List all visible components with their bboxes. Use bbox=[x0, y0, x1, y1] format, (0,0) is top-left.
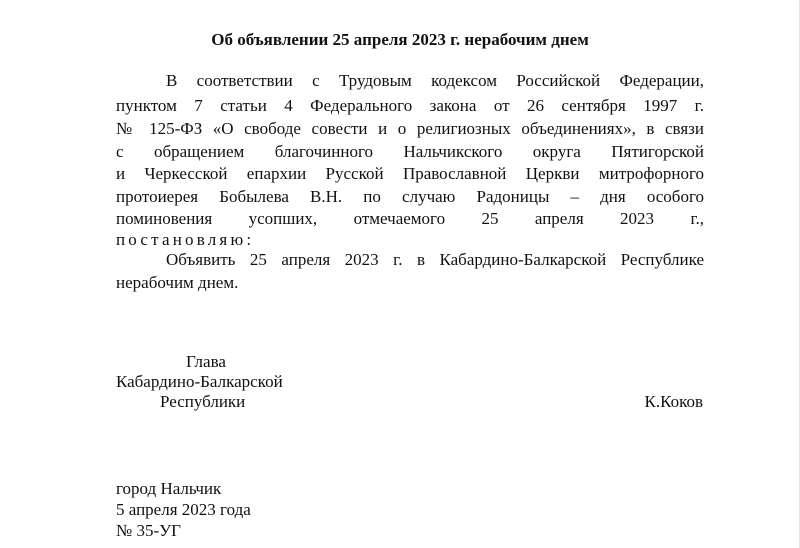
preamble-line: протоиерея Бобылева В.Н. по случаю Радоницы – дня особого bbox=[116, 187, 704, 206]
decision-line: нерабочим днем. bbox=[116, 273, 239, 292]
footer-date: 5 апреля 2023 года bbox=[116, 500, 251, 519]
preamble-line: и Черкесской епархии Русской Православной Церкви митрофорного bbox=[116, 164, 704, 183]
preamble-line: В соответствии с Трудовым кодексом Российской Федерации, bbox=[166, 71, 704, 90]
decree-word: постановляю: bbox=[116, 230, 255, 249]
signature-position-line: Республики bbox=[160, 392, 246, 411]
preamble-line: № 125-ФЗ «О свободе совести и о религиозных объединениях», в связи bbox=[116, 119, 704, 138]
signatory-name: К.Коков bbox=[644, 392, 703, 411]
preamble-line: поминовения усопших, отмечаемого 25 апреля 2023 г., bbox=[116, 209, 704, 228]
footer-number: № 35-УГ bbox=[116, 521, 181, 540]
preamble-line: с обращением благочинного Нальчикского округа Пятигорской bbox=[116, 142, 704, 161]
preamble-line: пунктом 7 статьи 4 Федерального закона от 26 сентября 1997 г. bbox=[116, 96, 704, 115]
document-title: Об объявлении 25 апреля 2023 г. нерабочим днем bbox=[211, 30, 589, 49]
signature-position-line: Глава bbox=[186, 352, 226, 371]
signature-position-line: Кабардино-Балкарской bbox=[116, 372, 283, 391]
footer-city: город Нальчик bbox=[116, 479, 222, 498]
decision-line: Объявить 25 апреля 2023 г. в Кабардино-Балкарской Республике bbox=[166, 250, 704, 269]
